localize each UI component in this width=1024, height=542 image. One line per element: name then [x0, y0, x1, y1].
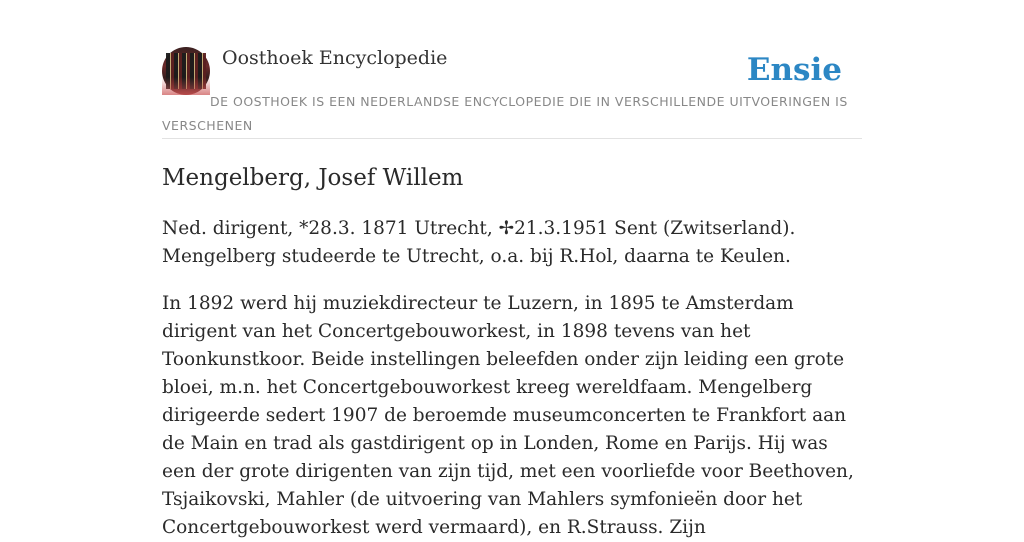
article-paragraph: In 1892 werd hij muziekdirecteur te Luzern, in 1895 te Amsterdam dirigent van het Concertgebouworkest, in 1898 tevens van het Toonkunstkoor. Beide instellingen beleefden onder zijn leiding een grote bloei, m.n. het Concertgebouworkest kreeg wereldfaam. Mengelberg dirigeerde sedert 1907 de beroemde museumconcerten te Frankfort aan de Main en trad als gastdirigent op in Londen, Rome en Parijs. Hij was een der grote dirigenten van zijn tijd, met een voorliefde voor Beethoven, Tsjaikovski, Mahler (de uitvoering van Mahlers symfonieën door het Concertgebouworkest werd vermaard), en R.Strauss. Zijn [162, 293, 854, 538]
article [162, 160, 862, 542]
header-divider [162, 138, 862, 139]
encyclopedia-books-icon[interactable] [162, 47, 210, 95]
site-tagline: DE OOSTHOEK IS EEN NEDERLANDSE ENCYCLOPEDIE DIE IN VERSCHILLENDE UITVOERINGEN IS VERSCHENEN [162, 94, 848, 133]
site-name-link[interactable]: Oosthoek Encyclopedie [222, 47, 448, 69]
article-paragraph: Ned. dirigent, *28.3. 1871 Utrecht, ✢21.3.1951 Sent (Zwitserland). Mengelberg studeerde te Utrecht, o.a. bij R.Hol, daarna te Keulen. [162, 218, 796, 267]
ensie-logo-link[interactable]: Ensie [746, 52, 842, 88]
site-header [162, 40, 862, 140]
article-title: Mengelberg, Josef Willem [162, 165, 464, 191]
